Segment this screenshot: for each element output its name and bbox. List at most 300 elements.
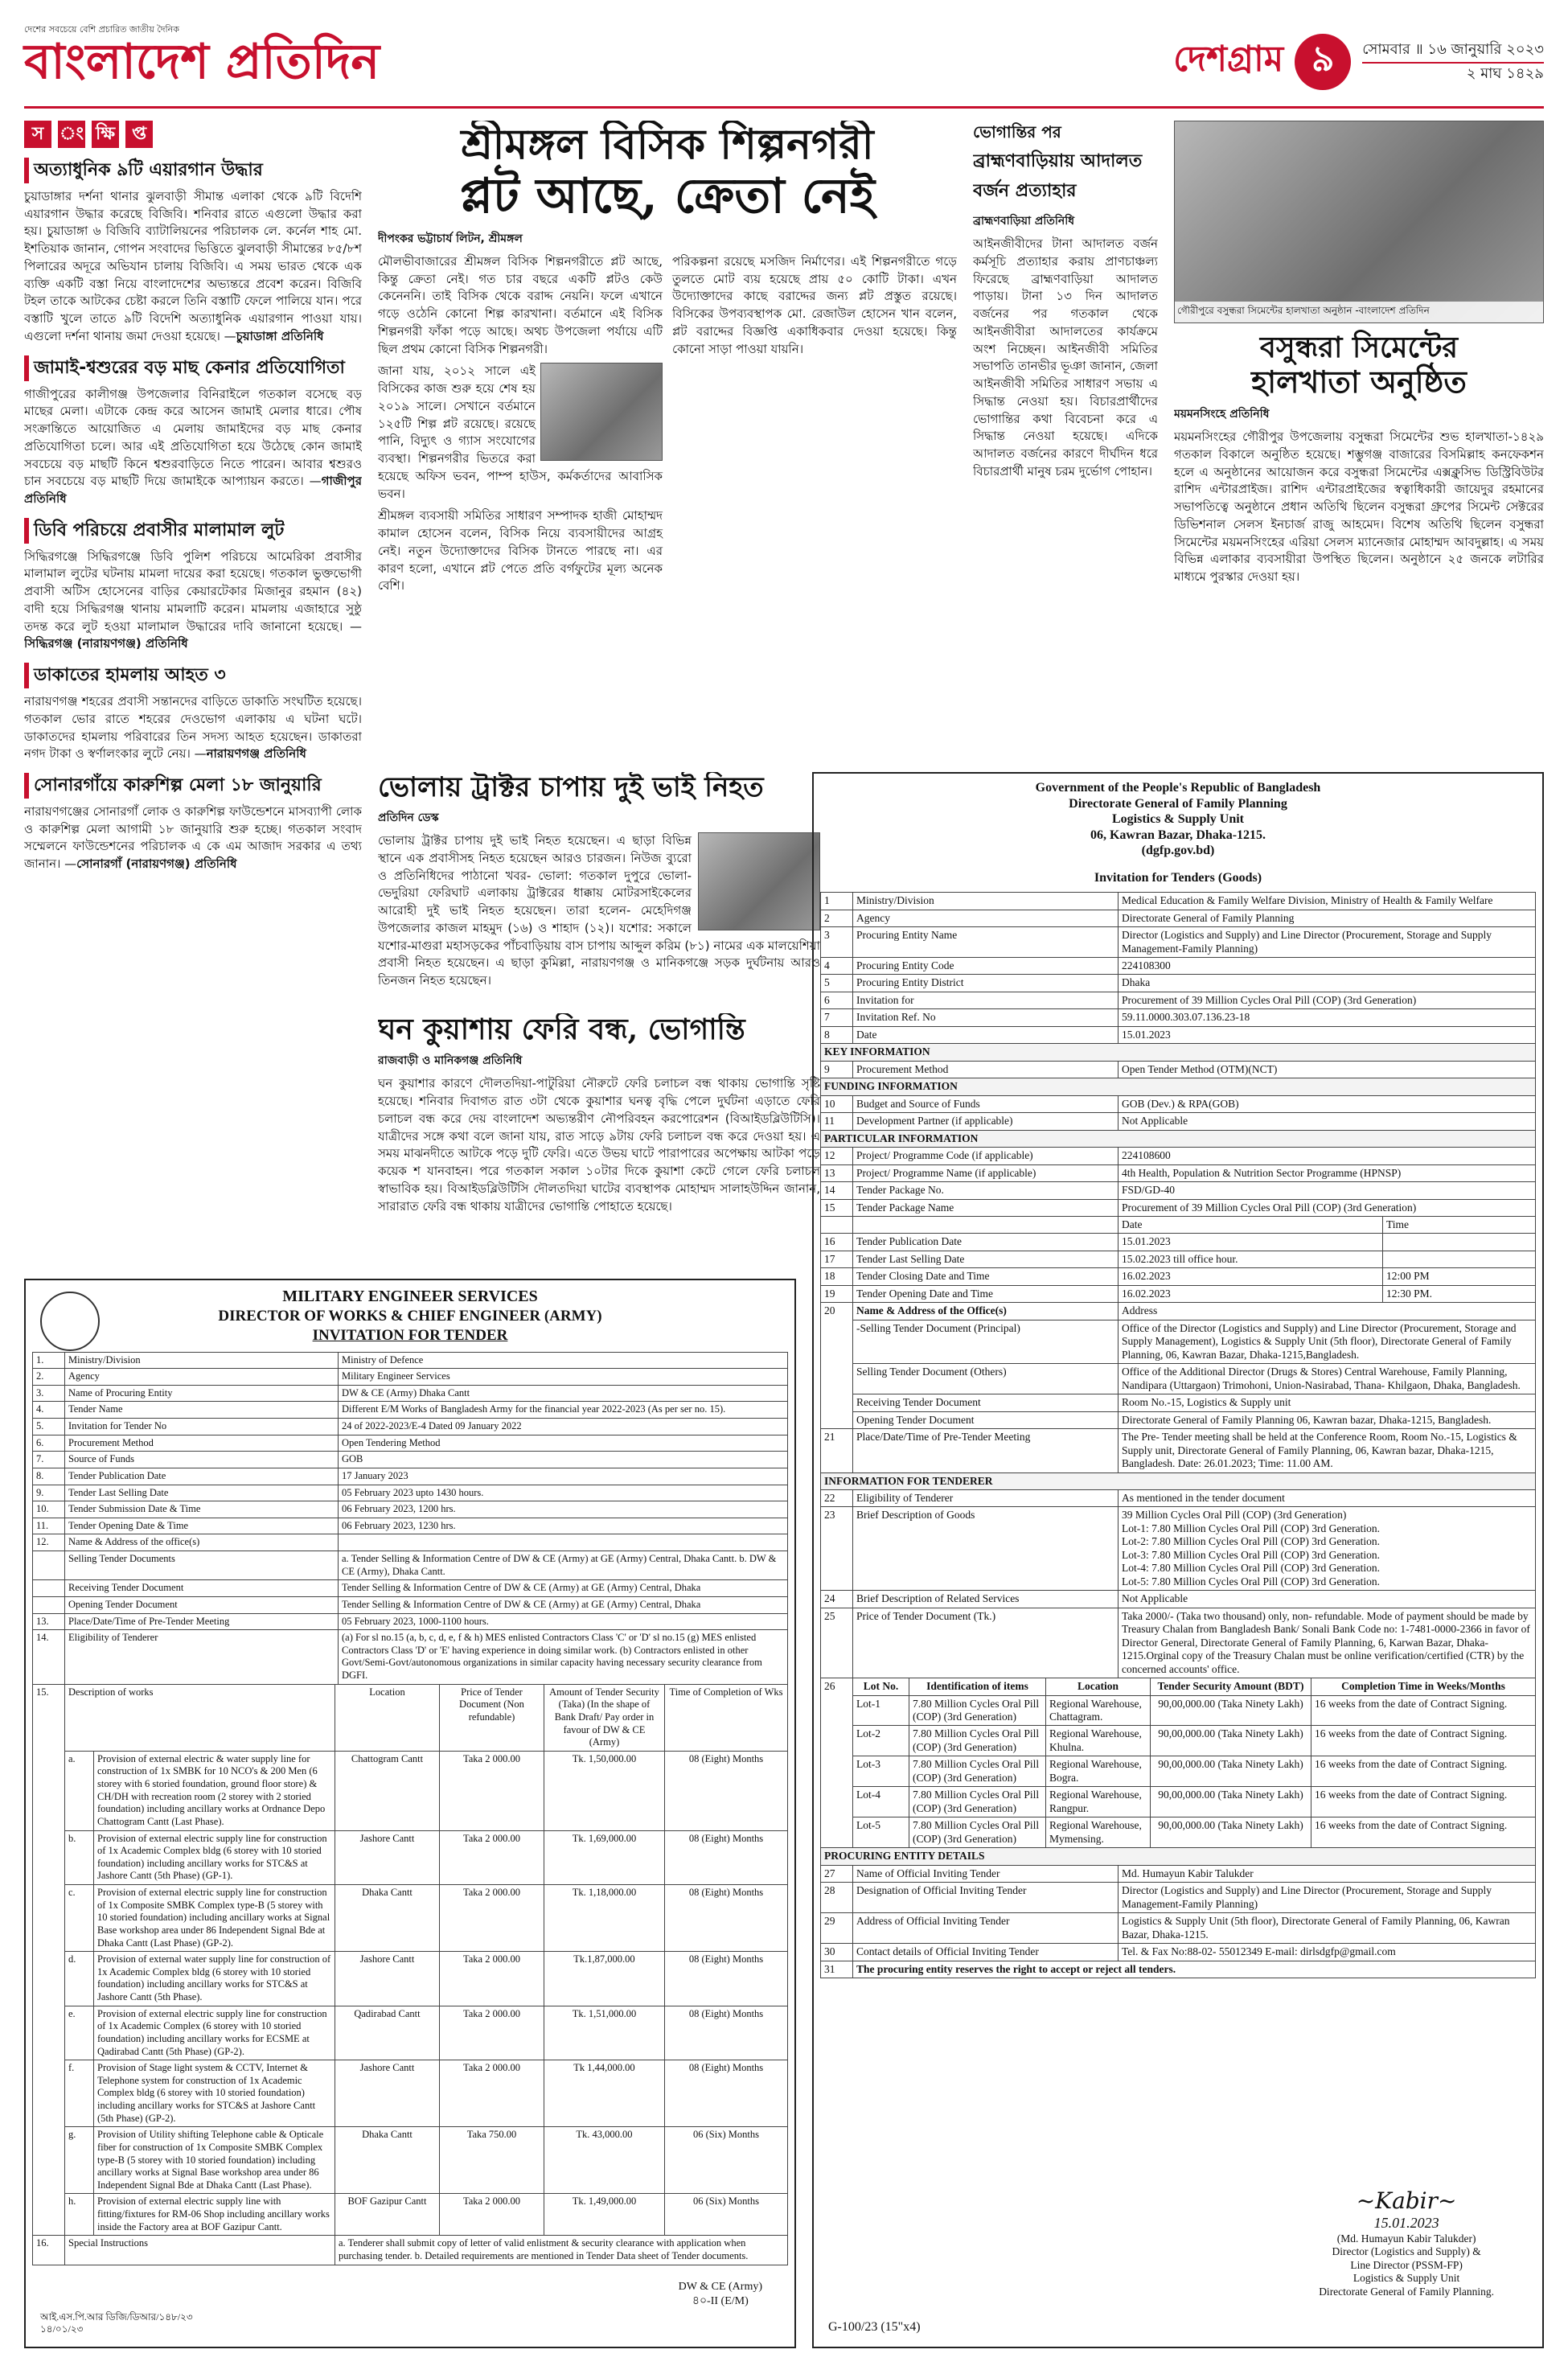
dgfp-row-value: Address: [1119, 1303, 1536, 1320]
table-row: [33, 1452, 788, 1468]
table-row: [821, 1726, 1536, 1756]
mes-works-header: Price of Tender Document (Non refundable): [440, 1684, 544, 1751]
brief-title: অত্যাধুনিক ৯টি এয়ারগান উদ্ধার: [24, 158, 362, 183]
table-row: [33, 1435, 788, 1452]
mes-row-value: Military Engineer Services: [339, 1369, 788, 1386]
brief-item: জামাই-শ্বশুরের বড় মাছ কেনার প্রতিযোগিতা গাজীপুরের কালীগঞ্জ উপজেলার বিনিরাইলে গতকাল বসেছে বড় মাছের মেলা। এটাকে কেন্দ্র করে আসেন জামাই মেলার ধারে। পৌষ সংক্রান্তিতে আয়োজিত এ মেলায় জামাইদের বড় মাছ কেনার প্রতিযোগিতা চলে। আর এই প্রতিযোগিতা হয়ে উঠেছে কোন জামাই সবচেয়ে বড় মাছটি কিনে শ্বশুরবাড়িতে নিতে পারেন। আবার শ্বশুরও চান সবচেয়ে বড় মাছটি দিয়ে জামাইকে আপ্যায়ন করতে। —গাজীপুর প্রতিনিধি: [24, 355, 362, 508]
table-row: [821, 1944, 1536, 1961]
table-row: [821, 1268, 1536, 1285]
dgfp-row-value: Directorate General of Family Planning 06, Kawran bazar, Dhaka-1215, Bangladesh.: [1119, 1411, 1536, 1428]
mes-work-doc-price: Taka 750.00: [440, 2127, 544, 2194]
mes-work-description: Provision of external electric supply line with fitting/fixtures for RM-06 Shop including ancillary works inside the Factory area at BOF Gazipur Cantt.: [94, 2194, 335, 2236]
table-row: [821, 992, 1536, 1008]
mes-work-security: Tk 1,44,000.00: [544, 2060, 665, 2127]
dgfp-row-number: 7: [821, 1009, 853, 1026]
mes-work-location: Qadirabad Cantt: [335, 2006, 440, 2060]
mes-work-completion: 08 (Eight) Months: [665, 1885, 788, 1952]
bscic-headline-1: শ্রীমঙ্গল বিসিক শিল্পনগরী: [461, 121, 874, 169]
dgfp-row-value: Not Applicable: [1119, 1591, 1536, 1608]
dgfp-row-number: 18: [821, 1268, 853, 1285]
dgfp-row-label: Receiving Tender Document: [853, 1394, 1119, 1411]
section-header: [1173, 32, 1544, 91]
brief-letter: স: [24, 121, 51, 148]
dgfp-row-label: Budget and Source of Funds: [853, 1095, 1119, 1112]
dgfp-goods-item: Lot-2: 7.80 Million Cycles Oral Pill (COP) 3rd Generation.: [1122, 1535, 1380, 1548]
table-row: [33, 2127, 788, 2194]
dgfp-lot-security: 90,00,000.00 (Taka Ninety Lakh): [1151, 1756, 1311, 1787]
tractor-photo: [698, 832, 820, 930]
table-row: [821, 1608, 1536, 1678]
table-section-row: [821, 1130, 1536, 1147]
table-row: [33, 1369, 788, 1386]
table-row: [821, 1303, 1536, 1320]
dgfp-row-date: 16.02.2023: [1119, 1268, 1383, 1285]
mes-work-location: Jashore Cantt: [335, 1830, 440, 1885]
dgfp-row-value: Office of the Director (Logistics and Supply) and Line Director (Procurement, Storage and Supply Management), Logistics & Supply Unit (5th floor), Directorate General of Family Planning, 06, Kawran Bazar, Dhaka-1215,Bangladesh.: [1119, 1320, 1536, 1363]
dgfp-row-label: Tender Last Selling Date: [853, 1251, 1119, 1267]
table-row: [33, 1501, 788, 1518]
dgfp-lot-completion: 16 weeks from the date of Contract Signing.: [1311, 1817, 1536, 1848]
table-row: [821, 1199, 1536, 1216]
dgfp-signature-block: [1319, 2187, 1494, 2298]
court-headline-1: ব্রাহ্মণবাড়িয়ায় আদালত: [973, 151, 1143, 171]
mes-works-header: Location: [335, 1684, 440, 1751]
army-crest-icon: [40, 1292, 100, 1351]
dgfp-goods-item: 39 Million Cycles Oral Pill (COP) (3rd Generation): [1122, 1509, 1347, 1522]
mes-work-doc-price: Taka 2 000.00: [440, 2194, 544, 2236]
brief-column: [24, 121, 362, 1263]
dgfp-lot-completion: 16 weeks from the date of Contract Signing.: [1311, 1787, 1536, 1817]
mes-row-value: (a) For sl no.15 (a, b, c, d, e, f & h) MES enlisted Contractors Class 'C' or 'D' sl no.15 (g) MES enlisted Contractors Class 'D' or 'E' having experience in doing similar work. (b) Contractors enlisted in other Govt/Semi-Govt/autonomous organizations in similar capacity having necessary security clearance from DGFI.: [339, 1630, 788, 1685]
dgfp-row-value: Open Tender Method (OTM)(NCT): [1119, 1061, 1536, 1078]
dgfp-row-value: Procurement of 39 Million Cycles Oral Pill (COP) (3rd Generation): [1119, 992, 1536, 1008]
dgfp-row-label: Procurement Method: [853, 1061, 1119, 1078]
dgfp-lot-item: 7.80 Million Cycles Oral Pill (COP) (3rd Generation): [909, 1726, 1046, 1756]
mes-work-security: Tk. 1,18,000.00: [544, 1885, 665, 1952]
dgfp-lot-item: 7.80 Million Cycles Oral Pill (COP) (3rd Generation): [909, 1817, 1046, 1848]
bscic-paragraph: জানা যায়, ২০১২ সালে এই বিসিকের কাজ শুরু হয়ে শেষ হয় ২০১৯ সালে। সেখানে বর্তমানে ১২৫টি শিল্প প্লট রয়েছে। রয়েছে পানি, বিদ্যুৎ ও গ্যাস সংযোগের ব্যবস্থা। শিল্পনগরীর ভিতরে করা হয়েছে অফিস ভবন, পাম্প হাউস, কর্মকর্তাদের আবাসিক ভবন।: [378, 363, 663, 501]
dgfp-ad-code: G-100/23 (15"x4): [828, 2320, 921, 2335]
dgfp-empty-cell: [853, 1217, 1119, 1234]
dgfp-row-label: Development Partner (if applicable): [853, 1113, 1119, 1130]
dgfp-row-value: Director (Logistics and Supply) and Line Director (Procurement, Storage and Supply Management-Family Planning): [1119, 1883, 1536, 1913]
bashundhara-headline-1: বসুন্ধরা সিমেন্টের: [1259, 331, 1459, 364]
dgfp-row-number: 24: [821, 1591, 853, 1608]
dgfp-goods-list: [1119, 1507, 1536, 1591]
dgfp-row-label: -Selling Tender Document (Principal): [853, 1320, 1119, 1363]
table-row: [821, 957, 1536, 974]
dgfp-row-date: 16.02.2023: [1119, 1285, 1383, 1302]
mes-work-doc-price: Taka 2 000.00: [440, 1952, 544, 2006]
brief-item: ডিবি পরিচয়ে প্রবাসীর মালামাল লুট সিদ্ধিরগঞ্জে সিদ্ধিরগঞ্জে ডিবি পুলিশ পরিচয়ে আমেরিকা প্রবাসীর মালামাল লুটের ঘটনায় মামলা দায়ের করা হয়েছে। গতকাল ভুক্তভোগী প্রবাসী অটিস হোসেনের বাড়ির কেয়ারটেকার মিজানুর রহমান (৪২) বাদী হয়ে সিদ্ধিরগঞ্জ থানায় মামলাটি করেন। মামলায় এজাহারে সুষ্ঠু তদন্ত করে লুট হওয়া মালামাল উদ্ধারের দাবি জানানো হয়েছে। —সিদ্ধিরগঞ্জ (নারায়ণগঞ্জ) প্রতিনিধি: [24, 518, 362, 653]
dgfp-lot-security: 90,00,000.00 (Taka Ninety Lakh): [1151, 1726, 1311, 1756]
table-row: [33, 2006, 788, 2060]
dgfp-row-value: Tel. & Fax No:88-02- 55012349 E-mail: dirlsdgfp@gmail.com: [1119, 1944, 1536, 1961]
mes-work-location: Jashore Cantt: [335, 1952, 440, 2006]
dgfp-lot-header: Completion Time in Weeks/Months: [1311, 1678, 1536, 1695]
masthead-logo: [24, 23, 380, 90]
dgfp-row-date: 15.02.2023 till office hour.: [1119, 1251, 1383, 1267]
table-header-row: [821, 1678, 1536, 1695]
dgfp-lot-number: Lot-5: [853, 1817, 909, 1848]
dgfp-row-number: 14: [821, 1182, 853, 1199]
mes-row-number: 6.: [33, 1435, 65, 1452]
dgfp-row-value: Room No.-15, Logistics & Supply unit: [1119, 1394, 1536, 1411]
mes-ref-left: আই.এস.পি.আর ডিজি/ডিআর/১৪৮/২৩: [40, 2311, 193, 2323]
mes-row-label: Tender Publication Date: [65, 1468, 339, 1485]
brief-title: সোনারগাঁয়ে কারুশিল্প মেলা ১৮ জানুয়ারি: [24, 773, 362, 799]
dgfp-row-label: Opening Tender Document: [853, 1411, 1119, 1428]
table-row: [821, 1961, 1536, 1978]
dgfp-row-value: Procurement of 39 Million Cycles Oral Pill (COP) (3rd Generation): [1119, 1199, 1536, 1216]
mes-row-number: 7.: [33, 1452, 65, 1468]
mes-work-letter: f.: [65, 2060, 94, 2127]
dgfp-lot-header: Tender Security Amount (BDT): [1151, 1678, 1311, 1695]
mes-row-label: Opening Tender Document: [65, 1596, 339, 1613]
dgfp-row-value: The Pre- Tender meeting shall be held at the Conference Room, Room No.-15, Logistics & Supply unit, Directorate General of Family Planning, 06, Kawran bazar, Dhaka-1215, Bangladesh. Date: 26.01.2023; Time: 11.00 AM.: [1119, 1429, 1536, 1472]
dgfp-particular-heading: PARTICULAR INFORMATION: [821, 1130, 1536, 1147]
dgfp-lot-location: Regional Warehouse, Bogra.: [1046, 1756, 1151, 1787]
brief-letter: প্ত: [125, 121, 153, 148]
dgfp-row-number: 3: [821, 927, 853, 958]
dgfp-header-5: (dgfp.gov.bd): [1141, 844, 1215, 858]
dgfp-row-value: 4th Health, Population & Nutrition Sector Programme (HPNSP): [1119, 1164, 1536, 1181]
bscic-paragraph: মৌলভীবাজারের শ্রীমঙ্গল বিসিক শিল্পনগরীতে প্লট আছে, কিন্তু ক্রেতা নেই। গত চার বছরে একটি প্লটও কেউ কেনেননি। তাই বিসিক থেকে বরাদ্দ নেয়নি। ফলে এখানে গড়ে ওঠেনি কোনো শিল্প কারখানা। বর্তমানে এই বিসিক শিল্পনগরী ফাঁকা পড়ে আছে। অথচ উপজেলা পর্যায়ে এটি ছিল প্রথম কোনো বিসিক শিল্পনগরী।: [378, 253, 663, 356]
dgfp-row-number: 20: [821, 1303, 853, 1429]
mes-row-number: [33, 1551, 65, 1580]
mes-row-number: 10.: [33, 1501, 65, 1518]
mes-row-label: Invitation for Tender No: [65, 1419, 339, 1435]
bscic-paragraph: শ্রীমঙ্গল ব্যবসায়ী সমিতির সাধারণ সম্পাদক হাজী মোহাম্মদ কামাল হোসেন বলেন, বিসিক নিয়ে ব্যবসায়ীদের আগ্রহ নেই। নতুন উদ্যোক্তাদের বিসিক টানতে পারছে না। এর কারণ হলো, এখানে প্লট পেতে প্রতি বর্গফুটের মূল্য অনেক বেশি।: [378, 508, 663, 594]
dgfp-lot-item: 7.80 Million Cycles Oral Pill (COP) (3rd Generation): [909, 1756, 1046, 1787]
mes-row-label: Tender Last Selling Date: [65, 1485, 339, 1501]
mes-work-description: Provision of external electric & water supply line for construction of 1x SMBK for 10 NCO's & 200 Men (6 storey with 6 storied foundation, ground floor store) & CH/DH with recreation room (2 storey with 2 storied foundation) including ancillary works at Ordnance Depo Chattogram Cantt (Last Phase).: [94, 1751, 335, 1830]
bashundhara-photo: [1174, 121, 1544, 323]
dgfp-row-label: Tender Opening Date and Time: [853, 1285, 1119, 1302]
dgfp-row-number: 25: [821, 1608, 853, 1678]
brief-credit: সোনারগাঁ (নারায়ণগঞ্জ) প্রতিনিধি: [76, 856, 237, 872]
mes-row-number: 14.: [33, 1630, 65, 1685]
bscic-story: [378, 121, 957, 764]
dgfp-header-3: Logistics & Supply Unit: [1111, 812, 1245, 827]
dgfp-row-value: 59.11.0000.303.07.136.23-18: [1119, 1009, 1536, 1026]
mes-work-location: Dhaka Cantt: [335, 1885, 440, 1952]
brief-body: গাজীপুরের কালীগঞ্জ উপজেলার বিনিরাইলে গতকাল বসেছে বড় মাছের মেলা। এটাকে কেন্দ্র করে আসেন জামাই মেলার ধারে। পৌষ সংক্রান্তিতে আয়োজিত এ মেলায় জামাইদের বড় মাছ কেনার প্রতিযোগিতা চলে। আর এই প্রতিযোগিতা হয়ে উঠেছে কোন জামাই সবচেয়ে বড় মাছটি কিনে শ্বশুরবাড়িতে নিতে পারেন। আবার শ্বশুরও চান সবচেয়ে বড় মাছটি দিয়ে জামাইকে আপ্যায়ন করতে।: [24, 386, 362, 489]
table-row: [821, 1787, 1536, 1817]
dgfp-row-value: Md. Humayun Kabir Talukder: [1119, 1865, 1536, 1882]
brief-credit: গাজীপুর প্রতিনিধি: [24, 474, 362, 507]
dgfp-row-value: Medical Education & Family Welfare Division, Ministry of Health & Family Welfare: [1119, 893, 1536, 910]
table-row: [821, 1164, 1536, 1181]
table-row: [821, 1061, 1536, 1078]
mes-row-label: Selling Tender Documents: [65, 1551, 339, 1580]
mes-row-label: Place/Date/Time of Pre-Tender Meeting: [65, 1613, 339, 1630]
dgfp-row-label: Ministry/Division: [853, 893, 1119, 910]
table-row: [33, 2060, 788, 2127]
mes-work-security: Tk. 1,49,000.00: [544, 2194, 665, 2236]
signature-image: ~Kabir~: [1356, 2187, 1457, 2214]
mes-work-completion: 06 (Six) Months: [665, 2194, 788, 2236]
mes-work-description: Provision of Stage light system & CCTV, Internet & Telephone system for construction of 1x Academic Complex bldg (6 storey with 10 storied foundation) including ancillary works for STC&S at Jashore Cantt (5th Phase) (GP-2).: [94, 2060, 335, 2127]
brief-credit: চুয়াডাঙ্গা প্রতিনিধি: [236, 328, 324, 343]
table-row: [821, 1913, 1536, 1944]
table-row: [33, 1534, 788, 1551]
table-row: [821, 1009, 1536, 1026]
dgfp-row-number: 29: [821, 1913, 853, 1944]
dgfp-row-value: 15.01.2023: [1119, 1026, 1536, 1043]
dgfp-goods-item: Lot-4: 7.80 Million Cycles Oral Pill (COP) 3rd Generation.: [1122, 1562, 1380, 1575]
dgfp-lot-location: Regional Warehouse, Khulna.: [1046, 1726, 1151, 1756]
mes-row-value: Different E/M Works of Bangladesh Army for the financial year 2022-2023 (As per ser no. 15).: [339, 1402, 788, 1419]
mes-row-number: 4.: [33, 1402, 65, 1419]
masthead-name: বাংলাদেশ প্রতিদিন: [24, 34, 380, 90]
dgfp-row-value: Office of the Additional Director (Drugs & Stores) Central Warehouse, Family Planning, Nandipara (Uttargaon) Trimohoni, Union-Nasirabad, Thana- Khilgaon, Dhaka, Bangladesh.: [1119, 1364, 1536, 1394]
table-row: [821, 1095, 1536, 1112]
table-row: [33, 1751, 788, 1830]
tractor-story: [378, 772, 820, 1005]
mes-work-security: Tk. 1,51,000.00: [544, 2006, 665, 2060]
dgfp-row-label: Price of Tender Document (Tk.): [853, 1608, 1119, 1678]
brief-credit: সিদ্ধিরগঞ্জ (নারায়ণগঞ্জ) প্রতিনিধি: [24, 636, 188, 651]
dgfp-key-info-heading: KEY INFORMATION: [821, 1044, 1536, 1061]
mes-row-number: [33, 1596, 65, 1613]
dgfp-row-number: 23: [821, 1507, 853, 1591]
dgfp-sign-designation: Director (Logistics and Supply) &: [1332, 2245, 1481, 2258]
table-row: [33, 1952, 788, 2006]
dgfp-row-number: 5: [821, 975, 853, 992]
mes-work-doc-price: Taka 2 000.00: [440, 1751, 544, 1830]
dgfp-row-label: Name & Address of the Office(s): [853, 1303, 1119, 1320]
mes-ref-right: ৪০-II (E/M): [692, 2294, 749, 2307]
bashundhara-byline: ময়মনসিংহে প্রতিনিধি: [1174, 408, 1270, 421]
table-section-row: [821, 1848, 1536, 1865]
table-row: [33, 1385, 788, 1402]
dgfp-row-label: Date: [853, 1026, 1119, 1043]
bscic-byline: দীপংকর ভট্টাচার্য লিটন, শ্রীমঙ্গল: [378, 232, 523, 245]
dgfp-header-6: Invitation for Tenders (Goods): [1094, 870, 1262, 885]
mes-work-letter: a.: [65, 1751, 94, 1830]
dgfp-row-label: Contact details of Official Inviting Tender: [853, 1944, 1119, 1961]
mes-row-number: 1.: [33, 1352, 65, 1369]
dgfp-row-value: Logistics & Supply Unit (5th floor), Directorate General of Family Planning, 06, Kawran Bazar, Dhaka-1215.: [1119, 1913, 1536, 1944]
masthead-tagline: দেশের সবচেয়ে বেশি প্রচারিত জাতীয় দৈনিক: [24, 24, 179, 35]
table-row: [821, 1411, 1536, 1428]
mes-row-number: 3.: [33, 1385, 65, 1402]
dgfp-sign-org: Directorate General of Family Planning.: [1319, 2285, 1494, 2298]
dgfp-row-number: 11: [821, 1113, 853, 1130]
table-row: [33, 1518, 788, 1534]
bashundhara-body: ময়মনসিংহের গৌরীপুর উপজেলায় বসুন্ধরা সিমেন্টের শুভ হালখাতা-১৪২৯ গতকাল বিকালে অনুষ্ঠিত হয়েছে। শম্ভুগঞ্জ বাজারের বিসমিল্লাহ কনফেকশন হলে এ অনুষ্ঠানের আয়োজন করে বসুন্ধরা সিমেন্টের এক্সক্লুসিভ ডিস্ট্রিবিউটর রাশিদ এন্টারপ্রাইজ। রাশিদ এন্টারপ্রাইজের স্বত্বাধিকারী জায়েদুর রহমানের সভাপতিত্বে অনুষ্ঠানে প্রধান অতিথি ছিলেন বসুন্ধরা গ্রুপের সিমেন্ট সেক্টরের ডিভিশনাল সেলস ইনচার্জ রাজু আহমেদ। বিশেষ অতিথি ছিলেন বসুন্ধরা সিমেন্টের ময়মনসিংহের এরিয়া সেলস ম্যানেজার মোহাম্মদ আবদুল্লাহ। এ সময় বিভিন্ন এলাকার ব্যবসায়ীরা উপস্থিত ছিলেন। অনুষ্ঠানে ২৫ জনকে লটারির মাধ্যমে পুরস্কার দেওয়া হয়।: [1174, 429, 1544, 585]
mes-work-completion: 08 (Eight) Months: [665, 2006, 788, 2060]
tractor-byline: প্রতিদিন ডেস্ক: [378, 811, 439, 825]
court-body: আইনজীবীদের টানা আদালত বর্জন কর্মসূচি প্রত্যাহার করায় প্রাণচাঞ্চল্য ফিরেছে ব্রাহ্মণবাড়িয়া আদালত পাড়ায়। টানা ১৩ দিন আদালত বর্জনের পর গতকাল থেকে আইনজীবীরা আদালতের কার্যক্রমে অংশ নিচ্ছেন। আইনজীবী সমিতির সভাপতি তানভীর ভূঞা জানান, জেলা আইনজীবী সমিতির সাধারণ সভায় এ সিদ্ধান্ত নেওয়া হয়। বিচারপ্রার্থীদের ভোগান্তির কথা বিবেচনা করে এ সিদ্ধান্ত নেওয়া হয়েছে। এদিকে আদালত বর্জনের কারণে দীর্ঘদিন ধরে বিচারপ্রার্থী মানুষ চরম দুর্ভোগ পোহান।: [973, 236, 1158, 478]
table-row: [821, 1251, 1536, 1267]
dgfp-row-label: Place/Date/Time of Pre-Tender Meeting: [853, 1429, 1119, 1472]
table-row: [821, 1865, 1536, 1882]
table-row: [821, 1507, 1536, 1591]
brief-body: নারায়ণগঞ্জের সোনারগাঁ লোক ও কারুশিল্প ফাউন্ডেশনে মাসব্যাপী লোক ও কারুশিল্প মেলা আগামী ১৮ জানুয়ারি শুরু হচ্ছে। গতকাল সংবাদ সম্মেলনে ফাউন্ডেশনের পরিচালক এ কে এম আজাদ সরকার এ তথ্য জানান।: [24, 803, 362, 872]
table-row: [821, 1394, 1536, 1411]
mes-work-letter: h.: [65, 2194, 94, 2236]
mes-work-security: Tk. 43,000.00: [544, 2127, 665, 2194]
dgfp-lot-item: 7.80 Million Cycles Oral Pill (COP) (3rd Generation): [909, 1787, 1046, 1817]
mes-work-doc-price: Taka 2 000.00: [440, 1830, 544, 1885]
table-row: [33, 1613, 788, 1630]
dgfp-sign-designation-2: Line Director (PSSM-FP): [1350, 2258, 1463, 2271]
table-row: [821, 910, 1536, 926]
dgfp-header-4: 06, Kawran Bazar, Dhaka-1215.: [1090, 828, 1266, 842]
dgfp-row-label: Project/ Programme Code (if applicable): [853, 1148, 1119, 1164]
mes-row-number: 12.: [33, 1534, 65, 1551]
brief-title: ডাকাতের হামলায় আহত ৩: [24, 663, 362, 688]
dgfp-funding-heading: FUNDING INFORMATION: [821, 1078, 1536, 1095]
dgfp-row-label: Invitation Ref. No: [853, 1009, 1119, 1026]
mes-row-label: Procurement Method: [65, 1435, 339, 1452]
table-header-row: [33, 1684, 788, 1751]
mes-work-doc-price: Taka 2 000.00: [440, 2060, 544, 2127]
dgfp-row-value: 224108300: [1119, 957, 1536, 974]
dgfp-row-number: 2: [821, 910, 853, 926]
table-section-row: [821, 1472, 1536, 1489]
dgfp-lot-header: Identification of items: [909, 1678, 1046, 1695]
mes-tender-ad: [24, 1279, 796, 2348]
dgfp-row-label: Brief Description of Goods: [853, 1507, 1119, 1591]
mes-work-location: Dhaka Cantt: [335, 2127, 440, 2194]
court-story: [973, 121, 1158, 764]
dgfp-row-value: FSD/GD-40: [1119, 1182, 1536, 1199]
mes-work-letter: e.: [65, 2006, 94, 2060]
mes-row-label: Tender Name: [65, 1402, 339, 1419]
mes-work-letter: b.: [65, 1830, 94, 1885]
dgfp-row-value: Director (Logistics and Supply) and Line Director (Procurement, Storage and Supply Management-Family Planning): [1119, 927, 1536, 958]
dgfp-row-value: Directorate General of Family Planning: [1119, 910, 1536, 926]
mes-work-letter: d.: [65, 1952, 94, 2006]
dgfp-row-label: Eligibility of Tenderer: [853, 1489, 1119, 1506]
mes-row-value: Tender Selling & Information Centre of DW & CE (Army) at GE (Army) Central, Dhaka: [339, 1596, 788, 1613]
mes-title: MILITARY ENGINEER SERVICES: [282, 1288, 538, 1305]
table-section-row: [821, 1044, 1536, 1061]
dgfp-row-value: Taka 2000/- (Taka two thousand) only, non- refundable. Mode of payment should be made by Treasury Chalan from Bangladesh Bank/ Sonali Bank Code no: 1-7481-0000-2366 in favor of Director General, Directorate General of Family Planning, 6, Karwan Bazar, Dhaka-1215.Orginal copy of the Treasury Chalan must be online verification/certified (CTR) by the concerned accounts' office.: [1119, 1608, 1536, 1678]
brief-body: নারায়ণগঞ্জ শহরের প্রবাসী সন্তানদের বাড়িতে ডাকাতি সংঘটিত হয়েছে। গতকাল ভোর রাতে শহরের দেওভোগ এলাকায় এ ঘটনা ঘটে। ডাকাতদের হামলায় পরিবারের তিন সদস্য আহত হয়েছেন। ডাকাতরা নগদ টাকা ও স্বর্ণালংকার লুটে নেয়।: [24, 694, 362, 762]
mes-row-number: 8.: [33, 1468, 65, 1485]
table-row: [821, 1817, 1536, 1848]
mes-work-description: Provision of Utility shifting Telephone cable & Opticale fiber for construction of 1x Composite SMBK Complex type-B (5 storey with 10 storied foundation) including ancillary works at Signal Base workshop area under 86 Independent Signal Bde at Dhaka Cantt (Last Phase).: [94, 2127, 335, 2194]
dgfp-row-number: 27: [821, 1865, 853, 1882]
mes-work-security: Tk. 1,50,000.00: [544, 1751, 665, 1830]
page-number-badge: ৯: [1295, 34, 1351, 90]
dgfp-row-number: 22: [821, 1489, 853, 1506]
dgfp-lot-number: Lot-1: [853, 1695, 909, 1726]
table-row: [821, 1234, 1536, 1251]
dgfp-row-time: 12:30 PM.: [1383, 1285, 1536, 1302]
dgfp-tender-ad: [812, 772, 1544, 2348]
mes-row-label: Source of Funds: [65, 1452, 339, 1468]
section-name: দেশগ্রাম: [1173, 39, 1284, 80]
mes-row-label: Tender Submission Date & Time: [65, 1501, 339, 1518]
mes-row-value: Tender Selling & Information Centre of DW & CE (Army) at GE (Army) Central, Dhaka: [339, 1580, 788, 1597]
mes-work-completion: 08 (Eight) Months: [665, 2060, 788, 2127]
dgfp-date-header: Date: [1119, 1217, 1383, 1234]
dgfp-row-value: 224108600: [1119, 1148, 1536, 1164]
table-row: [33, 1580, 788, 1597]
dgfp-row-value: GOB (Dev.) & RPA(GOB): [1119, 1095, 1536, 1112]
table-row: [33, 1885, 788, 1952]
brief-title: ডিবি পরিচয়ে প্রবাসীর মালামাল লুট: [24, 518, 362, 544]
brief-item: অত্যাধুনিক ৯টি এয়ারগান উদ্ধার চুয়াডাঙ্গার দর্শনা থানার ঝুলবাড়ী সীমান্ত এলাকা থেকে ৯টি বিদেশি এয়ারগান উদ্ধার করেছে বিজিবি। শনিবার রাতে এগুলো উদ্ধার করা হয়। চুয়াডাঙ্গা ৬ বিজিবি ব্যাটালিয়নের পরিচালক লে. কর্নেল শাহ মো. ইশতিয়াক জানান, গোপন সংবাদের ভিত্তিতে ঝুলবাড়ী সীমান্তের ৮৫/৮শ পিলারের অদূরে অভিযান চালায় বিজিবি। এ সময় ভারত থেকে এক ব্যক্তি একটি বস্তা নিয়ে বাংলাদেশের অভ্যন্তরে প্রবেশ করেন। বিজিবি টহল তাকে আটকের চেষ্টা করলে তিনি বস্তাটি ফেলে পালিয়ে যান। পরে বস্তাটি খুলে তাতে ৯টি বিদেশি অত্যাধুনিক এয়ারগান পাওয়া যায়। এগুলো দর্শনা থানায় জমা দেওয়া হয়েছে। —চুয়াডাঙ্গা প্রতিনিধি: [24, 158, 362, 346]
mes-works-header: Amount of Tender Security (Taka) (In the shape of Bank Draft/ Pay order in favour of DW & CE (Army): [544, 1684, 665, 1751]
dgfp-lot-location: Regional Warehouse, Mymensing.: [1046, 1817, 1151, 1848]
brief-body: সিদ্ধিরগঞ্জে সিদ্ধিরগঞ্জে ডিবি পুলিশ পরিচয়ে আমেরিকা প্রবাসীর মালামাল লুটের ঘটনায় মামলা দায়ের করা হয়েছে। গতকাল ভুক্তভোগী প্রবাসী অটিস হোসেনের বাড়ির কেয়ারটেকার মিজানুর রহমান (৪২) বাদী হয়ে সিদ্ধিরগঞ্জ থানায় মামলাটি করেন। মামলায় এজাহারে সুষ্ঠু তদন্ত করে লুট হওয়া মালামাল উদ্ধারের দাবি জানানো হয়েছে।: [24, 548, 362, 634]
table-row: [821, 1883, 1536, 1913]
mes-works-label: Description of works: [65, 1684, 335, 1751]
bscic-paragraph: পরিকল্পনা রয়েছে মসজিদ নির্মাণের। এই শিল্পনগরীতে গড়ে তুলতে মোট ব্যয় হয়েছে প্রায় ৫০ কোটি টাকা। এখন উদ্যোক্তাদের কাছে বরাদ্দের জন্য প্লট প্রস্তুত রয়েছে। বিসিকের উপব্যবস্থাপক মো. রেজাউল হোসেন খান বলেন, প্লট বরাদ্দের বিজ্ঞপ্তি একাধিকবার দেওয়া হয়েছে। কিন্তু কোনো সাড়া পাওয়া যায়নি।: [672, 253, 957, 356]
dgfp-lot-header: Location: [1046, 1678, 1151, 1695]
mes-row-number: 2.: [33, 1369, 65, 1386]
table-row: [821, 1148, 1536, 1164]
mes-ref: [40, 2311, 193, 2335]
dgfp-row-label: Procuring Entity District: [853, 975, 1119, 992]
mes-work-location: Jashore Cantt: [335, 2060, 440, 2127]
dgfp-lot-completion: 16 weeks from the date of Contract Signing.: [1311, 1726, 1536, 1756]
table-row: [821, 893, 1536, 910]
dgfp-time-header: Time: [1383, 1217, 1536, 1234]
mes-subtitle: DIRECTOR OF WORKS & CHIEF ENGINEER (ARMY): [218, 1308, 602, 1325]
dgfp-row-label: Brief Description of Related Services: [853, 1591, 1119, 1608]
dgfp-header-2: Directorate General of Family Planning: [1069, 796, 1287, 811]
dgfp-row-number: 19: [821, 1285, 853, 1302]
dgfp-lot-number: Lot-4: [853, 1787, 909, 1817]
mes-work-description: Provision of external electric supply line for construction of 1x Academic Complex (6 storey with 10 storied foundation) including ancillary works for ECSME at Qadirabad Cantt (5th Phase) (GP-2).: [94, 2006, 335, 2060]
mes-work-completion: 06 (Six) Months: [665, 2127, 788, 2194]
fog-byline: রাজবাড়ী ও মানিকগঞ্জ প্রতিনিধি: [378, 1054, 523, 1068]
mes-row-value: DW & CE (Army) Dhaka Cantt: [339, 1385, 788, 1402]
dgfp-row-label: Name of Official Inviting Tender: [853, 1865, 1119, 1882]
table-row: [821, 1591, 1536, 1608]
dgfp-empty-cell: [821, 1217, 853, 1234]
fog-body: ঘন কুয়াশার কারণে দৌলতদিয়া-পাটুরিয়া নৌরুটে ফেরি চলাচল বন্ধ থাকায় ভোগান্তি সৃষ্টি হয়েছে। শনিবার দিবাগত রাত ৩টা থেকে কুয়াশার ঘনত্ব বৃদ্ধি পেলে দুর্ঘটনা এড়াতে ফেরি চলাচল বন্ধ করে দেয় বাংলাদেশ অভ্যন্তরীণ নৌপরিবহন করপোরেশন (বিআইডব্লিউটিসি)। যাত্রীদের সঙ্গে কথা বলে জানা যায়, রাত সাড়ে ৯টায় ফেরি চলাচল বন্ধ করে দেওয়া হয়। এ সময় মাঝনদীতে আটকে পড়ে দুটি ফেরি। এতে উভয় ঘাটে পারাপারের অপেক্ষায় আটকা পড়ে কয়েক শ যানবাহন। পরে গতকাল সকাল ১০টার দিকে কুয়াশা কেটে গেলে ফেরি চলাচল স্বাভাবিক হয়। বিআইডব্লিউটিসি দৌলতদিয়া ঘাটের ব্যবস্থাপক মোহাম্মদ সালাহউদ্দিন জানান, সারারাত ফেরি বন্ধ থাকায় যাত্রীদের ভোগান্তি পোহাতে হয়েছে।: [378, 1076, 820, 1214]
mes-work-doc-price: Taka 2 000.00: [440, 2006, 544, 2060]
dgfp-row-label: Invitation for: [853, 992, 1119, 1008]
dgfp-row-date: 15.01.2023: [1119, 1234, 1383, 1251]
mes-work-description: Provision of external electric supply line for construction of 1x Composite SMBK Complex type-B (5 storey with 10 storied foundation) including ancillary works at Signal Base workshop area under 86 Independent Signal Bde at Dhaka Cantt (Last Phase) (GP-2).: [94, 1885, 335, 1952]
dgfp-row-value: As mentioned in the tender document: [1119, 1489, 1536, 1506]
mes-row-value: 05 February 2023 upto 1430 hours.: [339, 1485, 788, 1501]
dgfp-lot-item: 7.80 Million Cycles Oral Pill (COP) (3rd Generation): [909, 1695, 1046, 1726]
table-row: [33, 1551, 788, 1580]
mes-signoff-title: DW & CE (Army): [678, 2281, 762, 2293]
dgfp-row-time: [1383, 1251, 1536, 1267]
mes-row-value: Ministry of Defence: [339, 1352, 788, 1369]
mes-invitation-title: INVITATION FOR TENDER: [312, 1326, 508, 1344]
bscic-headline-2: প্লট আছে, ক্রেতা নেই: [460, 167, 875, 224]
mes-row-value: 06 February 2023, 1230 hrs.: [339, 1518, 788, 1534]
table-row: [33, 1468, 788, 1485]
dgfp-row-label: Designation of Official Inviting Tender: [853, 1883, 1119, 1913]
dgfp-lot-security: 90,00,000.00 (Taka Ninety Lakh): [1151, 1787, 1311, 1817]
dgfp-lot-number: Lot-3: [853, 1756, 909, 1787]
table-row: [33, 2236, 788, 2265]
mes-row-label: Agency: [65, 1369, 339, 1386]
mes-work-completion: 08 (Eight) Months: [665, 1751, 788, 1830]
mes-work-letter: g.: [65, 2127, 94, 2194]
mes-row-label: Eligibility of Tenderer: [65, 1630, 339, 1685]
dgfp-row-number: 13: [821, 1164, 853, 1181]
table-row: [821, 1756, 1536, 1787]
dgfp-row-time: 12:00 PM: [1383, 1268, 1536, 1285]
mes-special-no: 16.: [33, 2236, 65, 2265]
dgfp-row-number: 9: [821, 1061, 853, 1078]
dgfp-lot-table: [820, 1678, 1536, 1848]
